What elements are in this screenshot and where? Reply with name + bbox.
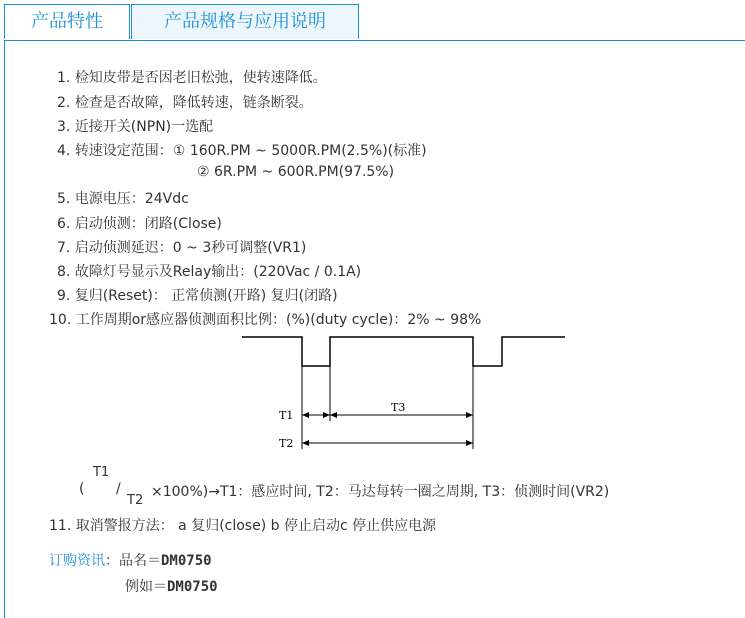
- item-text: 复归(Reset)： 正常侦测(开路) 复归(闭路): [74, 288, 338, 304]
- tab-bar: [4, 4, 745, 41]
- order-example-model: DM0750: [167, 579, 218, 595]
- arrowhead: [323, 412, 330, 418]
- item-text: 检查是否故障，降低转速，链条断裂。: [74, 95, 313, 111]
- pulse-waveform: [242, 337, 565, 366]
- item-number: 7.: [57, 240, 71, 256]
- list-item: [49, 515, 436, 535]
- arrowhead: [302, 412, 309, 418]
- item-number: 3.: [57, 119, 71, 135]
- t2-label: T2: [279, 437, 294, 450]
- item-text: 电源电压：24Vdc: [74, 191, 189, 207]
- formula-rest: ×100%)→T1：感应时间, T2：马达每转一圈之周期, T3：侦测时间(VR2): [151, 484, 610, 500]
- content-panel: [4, 41, 744, 618]
- item-text: 启动侦测延迟：0 ~ 3秒可调整(VR1): [74, 240, 307, 256]
- t3-label: T3: [391, 401, 406, 414]
- t1-label: T1: [279, 409, 294, 422]
- item-number: 2.: [57, 95, 71, 111]
- item-number: 6.: [57, 216, 71, 232]
- item-text: 故障灯号显示及Relay输出：(220Vac / 0.1A): [74, 264, 362, 280]
- timing-diagram: [5, 41, 744, 501]
- item-text: 启动侦测：闭路(Close): [74, 216, 222, 232]
- tab-product-specs[interactable]: 产品规格与应用说明: [131, 4, 359, 39]
- item-number: 8.: [57, 264, 71, 280]
- order-info: [49, 550, 212, 570]
- item-text: 转速设定范围：① 160R.PM ~ 5000R.PM(2.5%)(标准): [74, 143, 427, 159]
- order-prefix: ：品名＝: [105, 553, 161, 569]
- arrowhead: [466, 440, 473, 446]
- arrowhead: [330, 412, 337, 418]
- formula-slash: /: [116, 481, 121, 497]
- item-text: 近接开关(NPN)一选配: [74, 119, 214, 135]
- arrowhead: [466, 412, 473, 418]
- arrowhead: [302, 440, 309, 446]
- item-number: 11.: [49, 518, 72, 534]
- item-number: 9.: [57, 288, 71, 304]
- item-number: 10.: [49, 312, 72, 328]
- order-label: 订购资讯: [49, 553, 105, 569]
- item-text: 检知皮带是否因老旧松弛，使转速降低。: [74, 70, 327, 86]
- item-text: 工作周期or感应器侦测面积比例：(%)(duty cycle)：2% ~ 98%: [75, 312, 482, 328]
- item-number: 1.: [57, 70, 71, 86]
- formula-open: (: [79, 481, 85, 497]
- formula-numerator: T1: [93, 465, 110, 480]
- order-example-prefix: 例如＝: [125, 579, 167, 595]
- order-model: DM0750: [161, 553, 212, 569]
- formula-denominator: T2: [127, 493, 144, 508]
- item-text: ② 6R.PM ~ 600R.PM(97.5%): [197, 164, 395, 180]
- item-number: 5.: [57, 191, 71, 207]
- item-number: 4.: [57, 143, 71, 159]
- order-example: [125, 576, 218, 596]
- item-text: 取消警报方法： a 复归(close) b 停止启动c 停止供应电源: [75, 518, 437, 534]
- tab-product-features[interactable]: 产品特性: [4, 4, 130, 39]
